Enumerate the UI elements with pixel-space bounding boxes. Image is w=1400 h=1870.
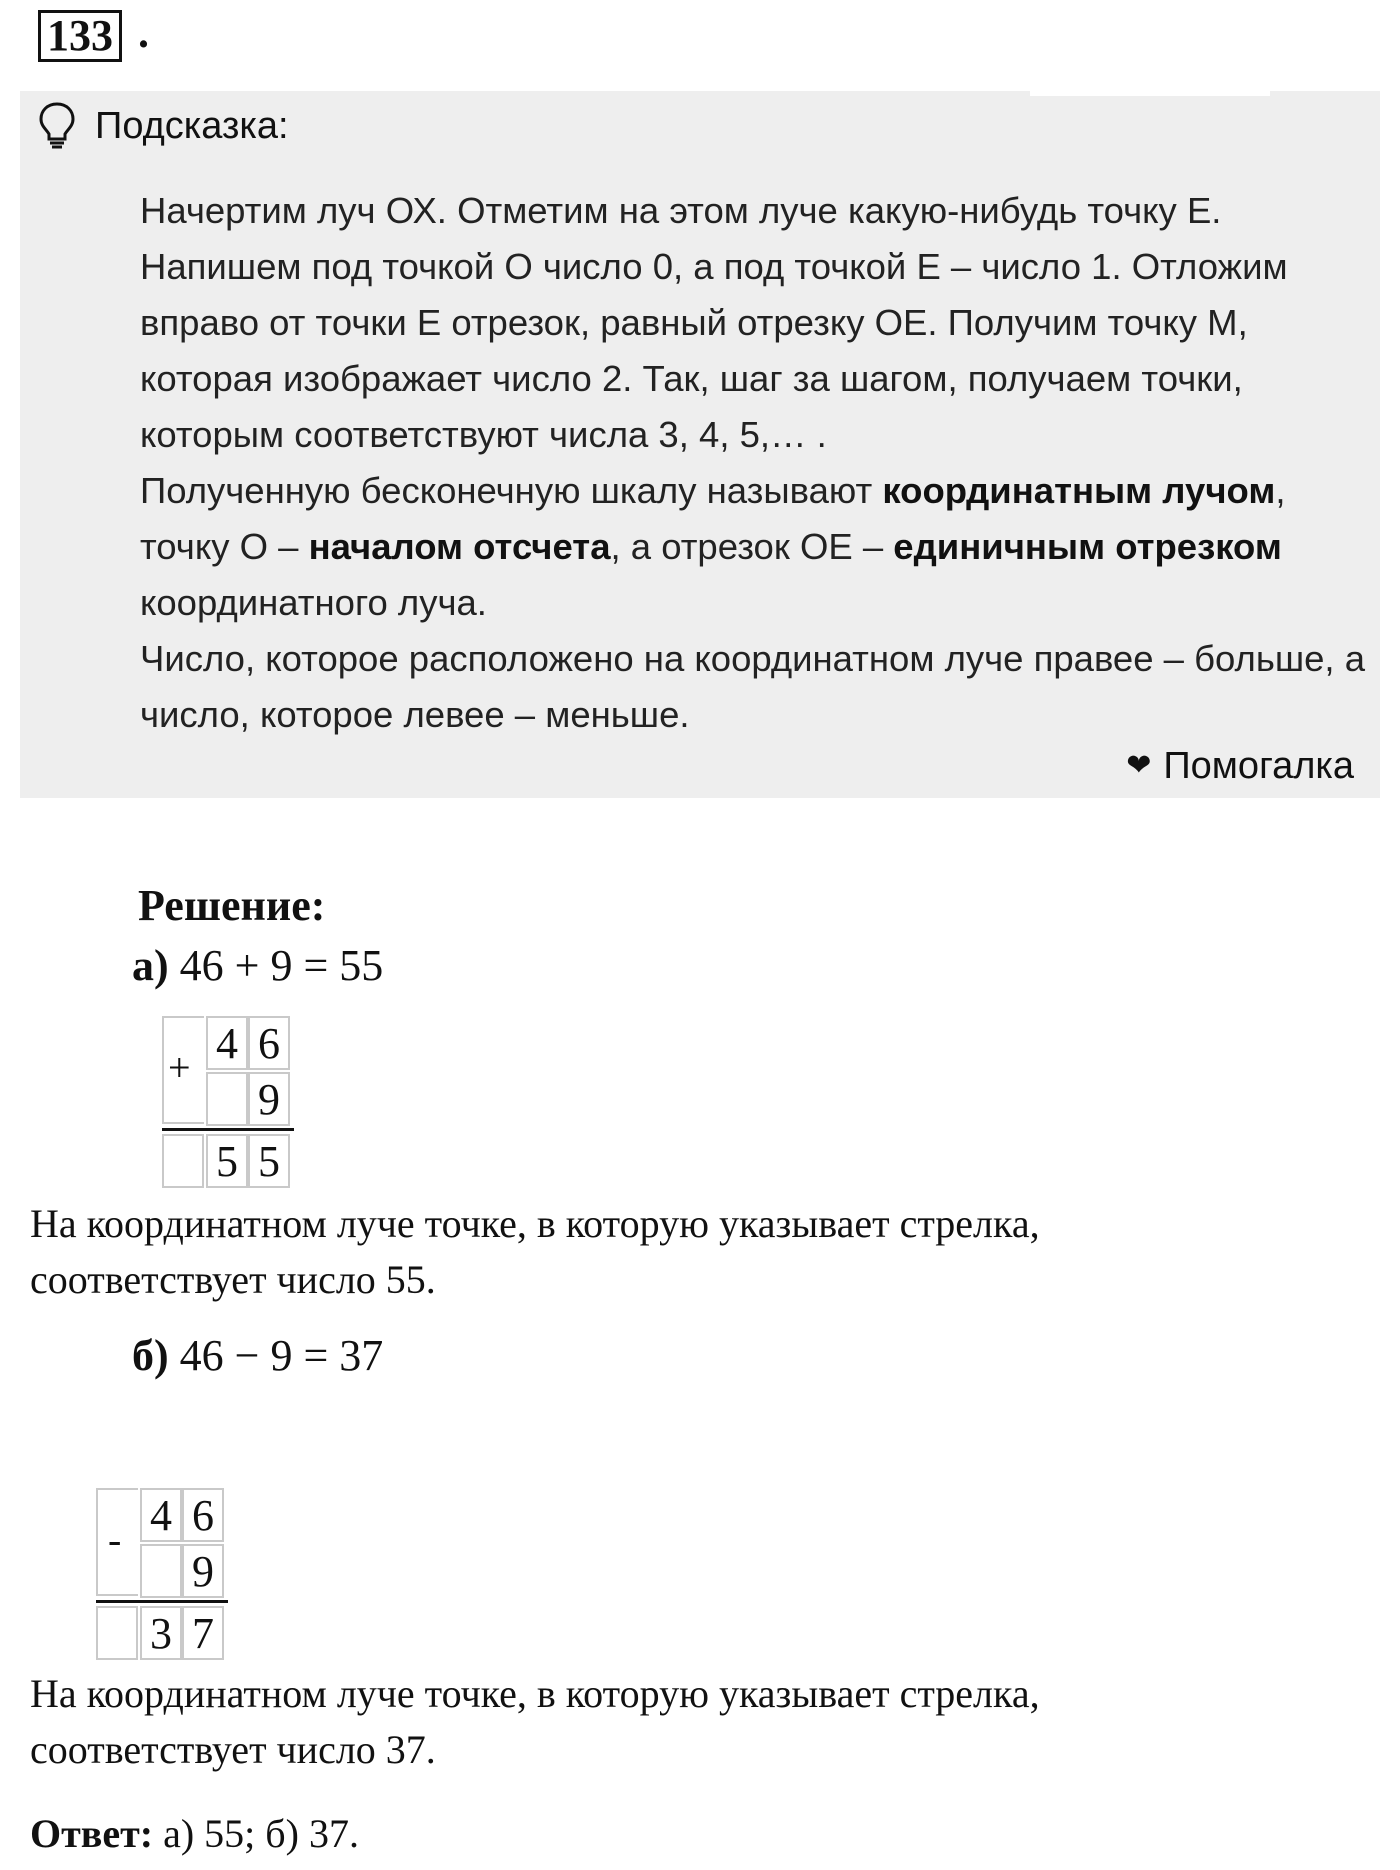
task-number: 133 — [38, 10, 122, 62]
digit-cell: 9 — [248, 1072, 290, 1126]
hint-text — [140, 183, 1380, 743]
hint-panel — [20, 91, 1380, 798]
answer-text: а) 55; б) 37. — [153, 1811, 359, 1856]
expr-a: 46 + 9 = 55 — [179, 941, 384, 990]
brand-label — [1126, 743, 1354, 789]
hint-title: Подсказка: — [95, 105, 289, 147]
digit-cell — [140, 1544, 182, 1598]
term-unit-segment: единичным отрезком — [893, 526, 1282, 567]
digit-cell: 4 — [206, 1016, 248, 1070]
hint-p2-part: , точку О – — [140, 470, 1286, 567]
digit-cell — [206, 1072, 248, 1126]
term-coordinate-ray: координатным лучом — [882, 470, 1276, 511]
answer-line — [30, 1808, 359, 1860]
hint-paragraph-2 — [140, 463, 1380, 631]
difference-line — [96, 1600, 228, 1603]
hint-p2-part: Полученную бесконечную шкалу называют — [140, 470, 883, 511]
label-b: б) — [132, 1331, 169, 1380]
result-digit: 5 — [248, 1134, 290, 1188]
column-addition — [162, 1016, 302, 1196]
digit-cell: 6 — [182, 1488, 224, 1542]
plus-sign: + — [168, 1045, 191, 1090]
hint-top-gap — [1030, 91, 1270, 96]
equation-b — [132, 1330, 383, 1382]
result-digit: 7 — [182, 1606, 224, 1660]
column-subtraction — [96, 1488, 236, 1668]
hint-p2-part: координатного луча. — [140, 582, 487, 623]
label-a: а) — [132, 941, 169, 990]
digit-cell: 6 — [248, 1016, 290, 1070]
empty-cell — [96, 1606, 138, 1660]
lightbulb-icon — [38, 101, 76, 151]
digit-cell: 4 — [140, 1488, 182, 1542]
hint-paragraph-1: Начертим луч ОХ. Отметим на этом луче какую-нибудь точку Е. Напишем под точкой О число 0, а под точкой Е – число 1. Отложим вправо от точки Е отрезок, равный отрезку ОЕ. Получим точку М, которая изображает число 2. Так, шаг за шагом, получаем точки, которым соответствуют числа 3, 4, 5,… . — [140, 190, 1288, 455]
empty-cell — [162, 1134, 204, 1188]
hint-p2-part: , а отрезок ОЕ – — [610, 526, 894, 567]
task-number-dot: . — [138, 8, 149, 57]
term-origin: началом отсчета — [308, 526, 611, 567]
sum-line — [162, 1128, 294, 1131]
hint-paragraph-3: Число, которое расположено на координатном луче правее – больше, а число, которое левее – меньше. — [140, 638, 1365, 735]
answer-label: Ответ: — [30, 1811, 154, 1856]
equation-a — [132, 940, 383, 992]
expr-b: 46 − 9 = 37 — [179, 1331, 384, 1380]
result-digit: 5 — [206, 1134, 248, 1188]
result-text-a: На координатном луче точке, в которую указывает стрелка, соответствует число 55. — [30, 1201, 1040, 1302]
result-digit: 3 — [140, 1606, 182, 1660]
minus-sign: - — [108, 1517, 122, 1562]
brand-text: Помогалка — [1163, 745, 1354, 787]
result-text-b: На координатном луче точке, в которую указывает стрелка, соответствует число 37. — [30, 1671, 1040, 1772]
heart-icon: ❤ — [1126, 749, 1152, 782]
digit-cell: 9 — [182, 1544, 224, 1598]
solution-title: Решение: — [138, 881, 326, 930]
